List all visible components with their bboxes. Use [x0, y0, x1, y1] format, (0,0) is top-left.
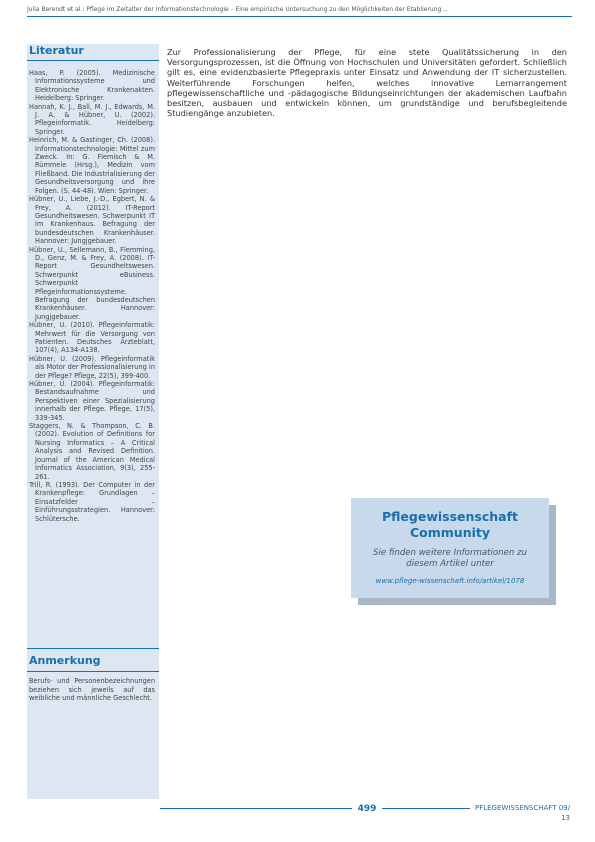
reference-item: Hübner, U., Sellemann, B., Flemming, D., Genz, M. & Frey, A. (2008). IT-Report Gesundheitswesen. Schwerpunkt eBusiness. Schwerpunkt Pflegeinformationssysteme. Befragung der bundesdeutschen Krankenhäuser. Hannover: Jungjgebauer. [29, 245, 155, 321]
running-header: Julia Berendt et al.: Pflege im Zeitalter der Informationstechnologie – Eine empirische Untersuchung zu den Möglichkeiten der Etablierung ... [27, 3, 572, 17]
reference-item: Hübner, U. (2009). Pflegeinformatik als Motor der Professionalisierung in der Pflege? Pflege, 22(5), 399-400. [29, 354, 155, 380]
literature-heading: Literatur [29, 44, 84, 57]
note-text: Berufs- und Personenbezeichnungen beziehen sich jeweils auf das weibliche und männliche Geschlecht. [29, 677, 155, 703]
community-title [351, 509, 549, 541]
journal-issue: PFLEGEWISSENSCHAFT 09/ 13 [470, 803, 570, 823]
community-box [351, 498, 549, 598]
note-heading: Anmerkung [29, 654, 101, 667]
body-paragraph: Zur Professionalisierung der Pflege, für eine stete Qualitätssicherung in den Versorgungsprozessen, ist die Öffnung von Hochschulen und Universitäten gefordert. Schließlich gilt es, eine evidenzbasierte Pflegepraxis unter Einsatz und Anwendung der IT sicherzustellen. Weiterführende Forschungen helfen, welches innovative Lernarrangement pflegewissenschaftliche und -pädagogische Bildungseinrichtungen der akademischen Laufbahn besitzen, ausbauen und entwickeln können, um grundständige und berufsbegleitende Studiengänge anzubieten. [167, 47, 567, 119]
reference-item: Hübner, U. (2010). Pflegeinformatik: Mehrwert für die Versorgung von Patienten. Deutsches Ärzteblatt, 107(4), A134-A138. [29, 321, 155, 355]
reference-item: Hannah, K. J., Ball, M. J., Edwards, M. J. A. & Hübner, U. (2002). Pflegeinformatik. Heidelberg: Springer. [29, 102, 155, 136]
community-text [351, 548, 549, 570]
reference-list [29, 69, 155, 523]
reference-item: Trill, R. (1993). Der Computer in der Krankenpflege: Grundlagen – Einsatzfelder – Einführungsstrategien. Hannover: Schlütersche. [29, 480, 155, 523]
reference-item: Staggers, N. & Thompson, C. B. (2002). Evolution of Definitions for Nursing Informatics – A Critical Analysis and Revised Definition. Journal of the American Medical Informatics Association, 9(3), 255-261. [29, 422, 155, 481]
page-number: 499 [352, 804, 382, 814]
reference-item: Hübner, U. (2004). Pflegeinformatik: Bestandsaufnahme und Perspektiven einer Spezialisierung innerhalb der Pflege. Pflege, 17(5), 339-345. [29, 380, 155, 422]
community-title-line1: Pflegewissenschaft [381, 509, 519, 524]
sidebar [27, 44, 159, 799]
reference-item: Haas, P. (2005). Medizinische Informationssysteme und Elektronische Krankenakten. Heidelberg: Springer. [29, 69, 155, 103]
community-title-line2: Community [409, 525, 491, 540]
note-rule [27, 671, 159, 672]
community-link[interactable]: www.pflege-wissenschaft.info/artikel/1078 [375, 577, 525, 585]
community-text-line2: diesem Artikel unter [406, 559, 494, 569]
literature-rule [27, 60, 159, 61]
reference-item: Hübner, U., Liebe, J.-D., Egbert, N. & Frey, A. (2012). IT-Report Gesundheitswesen. Schwerpunkt IT im Krankenhaus. Befragung der bundesdeutschen Krankenhäuser. Hannover: Jungjgebauer. [29, 195, 155, 246]
note-top-rule [27, 648, 159, 649]
reference-item: Heinrich, M. & Gastinger, Ch. (2008). Informationstechnologie: Mittel zum Zweck. In: G. Flemisch & M. Rümmele (Hrsg.), Medizin vom Fließband. Die Industrialisierung der Gesundheitsversorgung und ihre Folgen. (S. 44-48). Wien: Springer. [29, 136, 155, 195]
community-text-line1: Sie finden weitere Informationen zu [372, 548, 527, 558]
